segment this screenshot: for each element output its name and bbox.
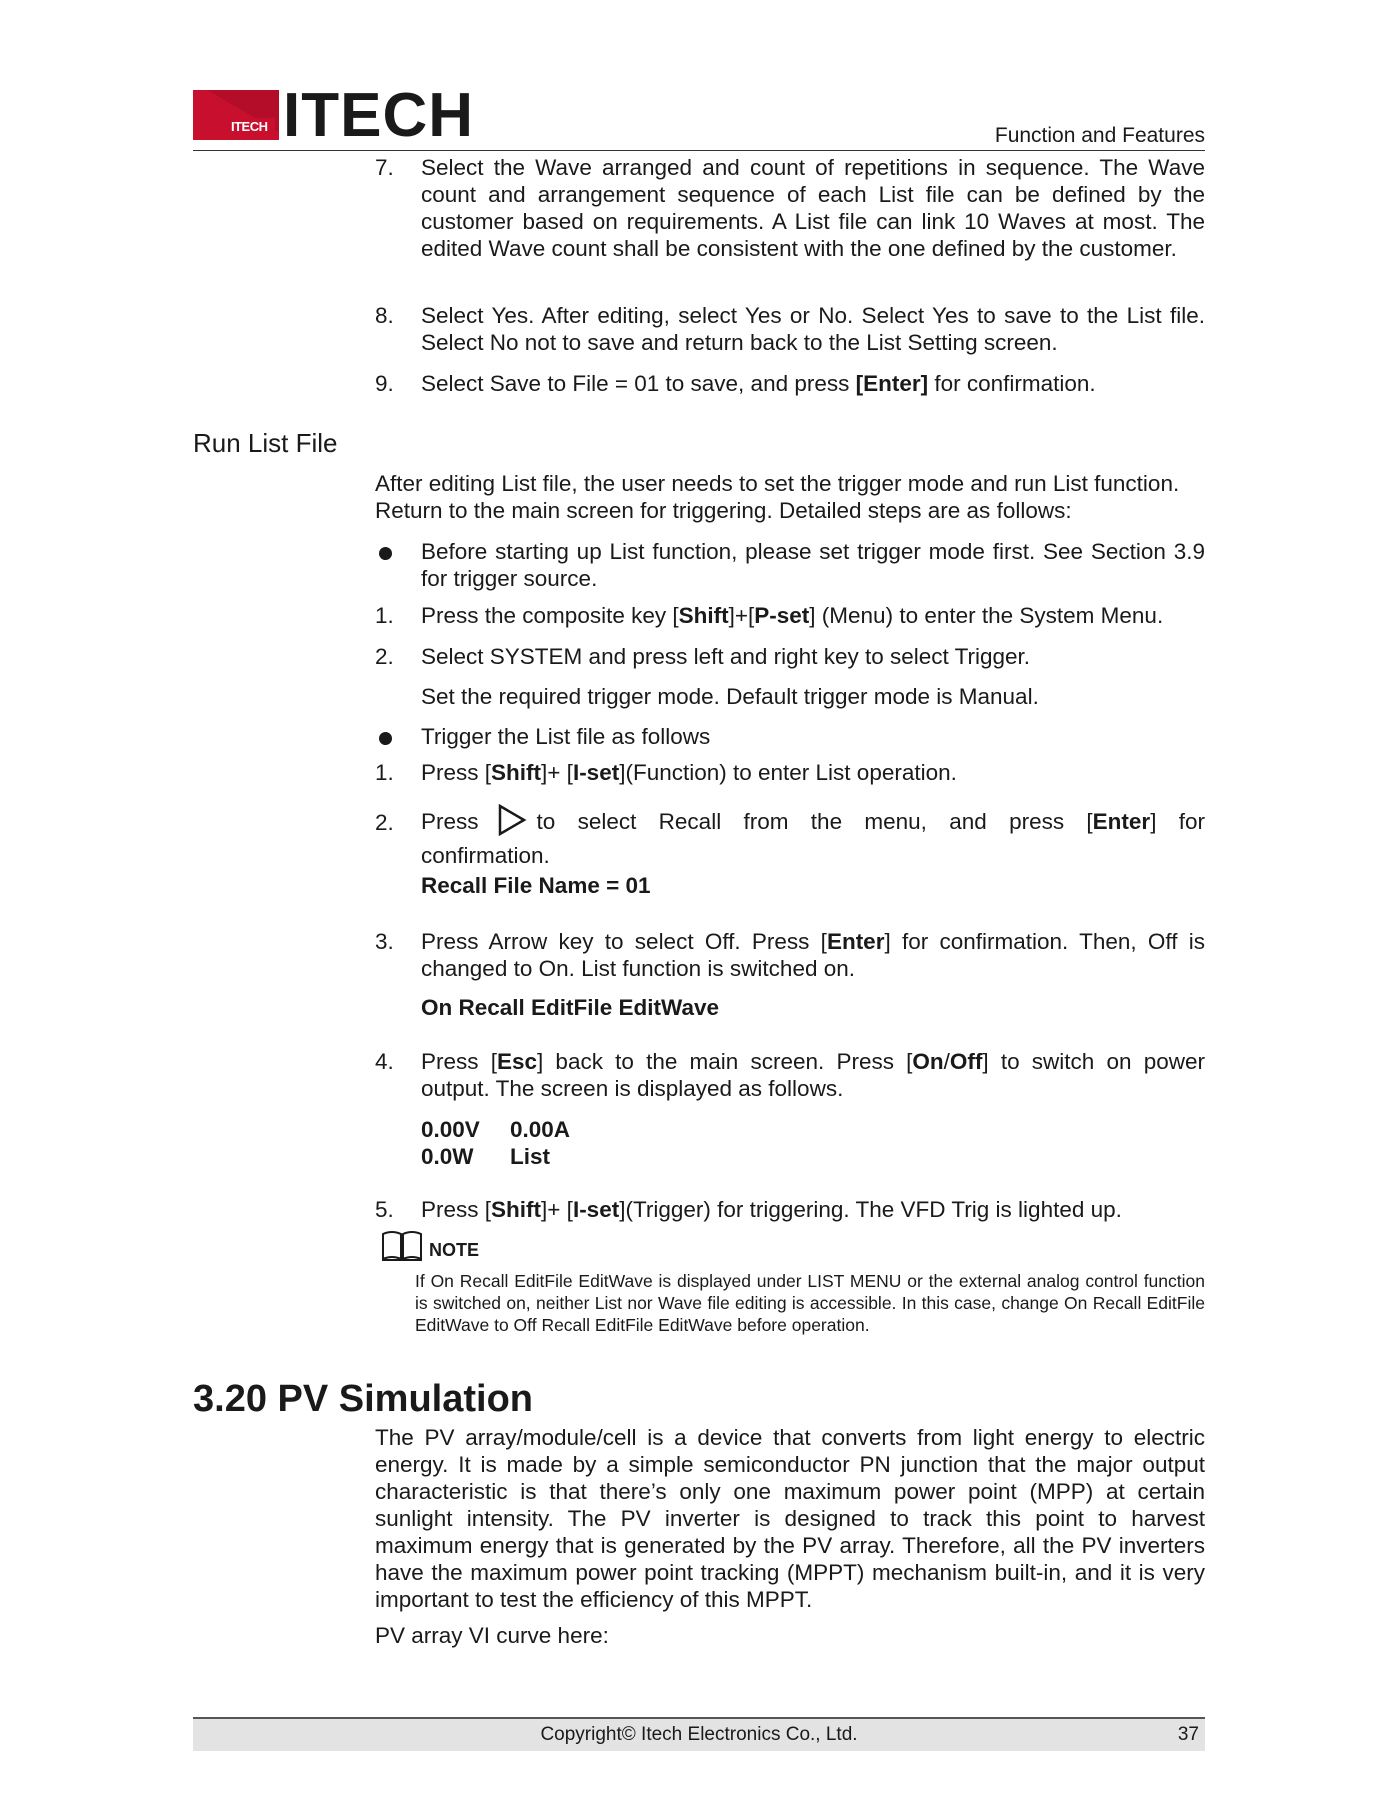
step-text: Press to select Recall from the menu, and press [Enter] for confirmation. <box>421 804 1205 869</box>
itech-logo <box>193 81 474 150</box>
bullet-text: Before starting up List function, please set trigger mode first. See Section 3.9 for trigger source. <box>421 539 1205 591</box>
pv-curve-caption: PV array VI curve here: <box>375 1623 609 1648</box>
iset-key: I-set <box>572 760 620 785</box>
step-number: 2. <box>375 644 394 669</box>
pv-paragraph: The PV array/module/cell is a device that converts from light energy to electric energy. It is made by a simple semiconductor PN junction that the major output characteristic is that there’s only one maximum power point (MPP) at certain sunlight intensity. The PV inverter is designed to track this point to harvest maximum energy that is generated by the PV array. Therefore, all the PV inverters have the maximum power point tracking (MPPT) mechanism built-in, and it is very important to test the efficiency of this MPPT. <box>375 1425 1205 1612</box>
display-on-recall: On Recall EditFile EditWave <box>421 995 719 1020</box>
shift-key: Shift <box>491 1197 542 1222</box>
shift-key: Shift <box>491 760 542 785</box>
step-note: Set the required trigger mode. Default trigger mode is Manual. <box>421 684 1039 709</box>
step-text: Select Save to File = 01 to save, and press [Enter] for confirmation. <box>421 371 1096 396</box>
trigger-step-1 <box>375 759 1205 786</box>
trigger-step-2 <box>375 804 1205 869</box>
step-text: Select SYSTEM and press left and right key to select Trigger. <box>421 644 1031 669</box>
run-list-intro: After editing List file, the user needs to set the trigger mode and run List function. Return to the main screen for triggering. Detailed steps are as follows: <box>375 471 1180 523</box>
off-key: Off <box>949 1049 983 1074</box>
display-recall-file: Recall File Name = 01 <box>421 873 651 898</box>
voltage-readout: 0.00V <box>421 1117 480 1142</box>
step-text: Press [Esc] back to the main screen. Press [On/Off] to switch on power output. The screen is displayed as follows. <box>421 1049 1205 1101</box>
note-label: NOTE <box>429 1240 480 1260</box>
mode-readout: List <box>510 1144 551 1169</box>
step-number: 5. <box>375 1197 394 1222</box>
chapter-title: Function and Features <box>994 124 1205 147</box>
step-number: 8. <box>375 303 394 328</box>
step-text: Press [Shift]+ [I-set](Trigger) for triggering. The VFD Trig is lighted up. <box>421 1197 1122 1222</box>
right-arrow-key-icon <box>497 804 527 842</box>
step-9 <box>375 370 1205 397</box>
shift-key: Shift <box>678 603 729 628</box>
step-number: 4. <box>375 1049 394 1074</box>
page-footer <box>193 1717 1205 1751</box>
logo-text: ITECH <box>283 81 474 150</box>
setup-step-2 <box>375 643 1205 670</box>
step-text: Press the composite key [Shift]+[P-set] (Menu) to enter the System Menu. <box>421 603 1164 628</box>
pset-key: P-set <box>754 603 810 628</box>
logo-small-text: ITECH <box>231 119 268 134</box>
enter-key: Enter <box>1092 808 1151 834</box>
bullet-icon <box>379 732 392 745</box>
book-icon <box>380 1229 424 1268</box>
step-text: Press [Shift]+ [I-set](Function) to enter List operation. <box>421 760 957 785</box>
run-list-heading: Run List File <box>193 428 338 458</box>
header-rule <box>193 150 1205 151</box>
setup-step-2-note <box>375 683 1205 710</box>
note-text: If On Recall EditFile EditWave is displayed under LIST MENU or the external analog control function is switched on, neither List nor Wave file editing is accessible. In this case, change On Recall EditFile EditWave to Off Recall EditFile EditWave before operation. <box>415 1271 1205 1335</box>
page-number: 37 <box>1177 1724 1199 1745</box>
enter-key: Enter <box>826 929 885 954</box>
step-number: 1. <box>375 603 394 628</box>
step-number: 9. <box>375 371 394 396</box>
step-text: Press Arrow key to select Off. Press [Enter] for confirmation. Then, Off is changed to On. List function is switched on. <box>421 929 1205 981</box>
iset-key: I-set <box>572 1197 620 1222</box>
step-7 <box>375 154 1205 262</box>
section-title: 3.20 PV Simulation <box>193 1378 533 1420</box>
vfd-display <box>421 1116 570 1170</box>
on-key: On <box>912 1049 944 1074</box>
trigger-step-4 <box>375 1048 1205 1102</box>
step-number: 1. <box>375 760 394 785</box>
step-number: 3. <box>375 929 394 954</box>
page-header <box>193 81 1205 152</box>
copyright-text: Copyright© Itech Electronics Co., Ltd. <box>540 1724 858 1745</box>
setup-step-1 <box>375 602 1205 629</box>
trigger-step-5 <box>375 1196 1205 1223</box>
current-readout: 0.00A <box>510 1117 571 1142</box>
step-number: 2. <box>375 810 394 835</box>
bullet-trigger-list <box>375 723 1205 750</box>
enter-key: [Enter] <box>855 371 929 396</box>
trigger-step-3 <box>375 928 1205 982</box>
step-8 <box>375 302 1205 356</box>
bullet-text: Trigger the List file as follows <box>421 724 711 749</box>
bullet-trigger-mode <box>375 538 1205 592</box>
power-readout: 0.0W <box>421 1144 474 1169</box>
step-text: Select the Wave arranged and count of repetitions in sequence. The Wave count and arrangement sequence of each List file can be defined by the customer based on requirements. A List file can link 10 Waves at most. The edited Wave count shall be consistent with the one defined by the customer. <box>421 155 1205 261</box>
esc-key: Esc <box>496 1049 537 1074</box>
step-number: 7. <box>375 155 394 180</box>
bullet-icon <box>379 547 392 560</box>
step-text: Select Yes. After editing, select Yes or No. Select Yes to save to the List file. Select No not to save and return back to the List Setting screen. <box>421 303 1205 355</box>
